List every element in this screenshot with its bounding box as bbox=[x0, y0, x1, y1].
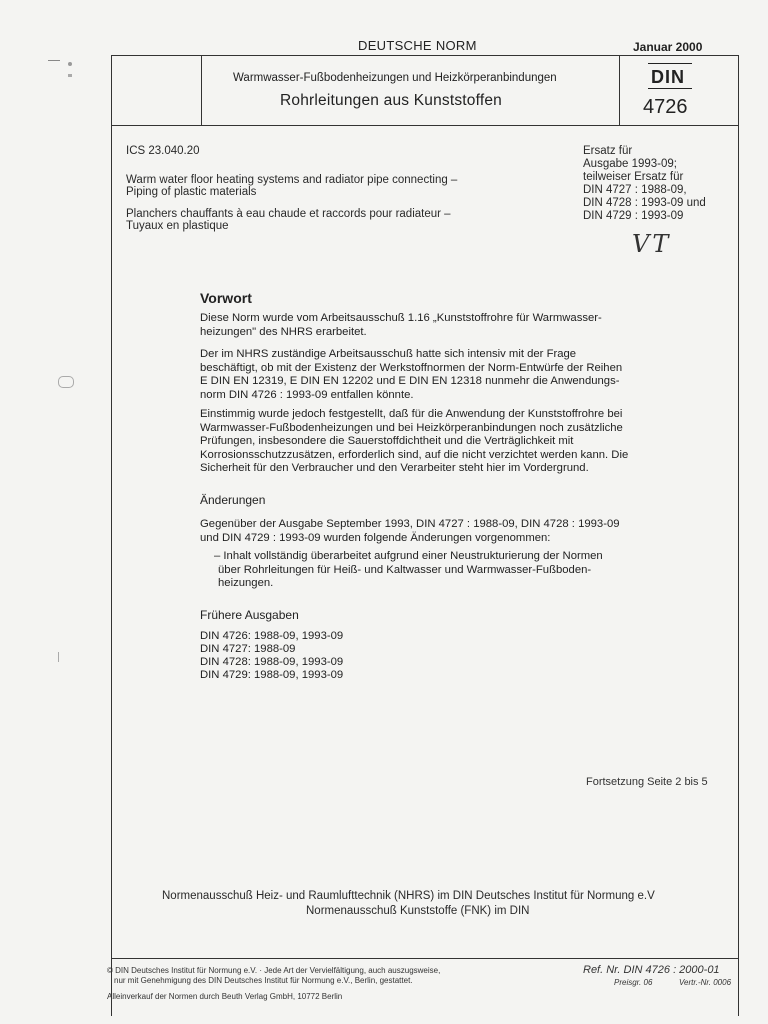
reference-number: Ref. Nr. DIN 4726 : 2000-01 bbox=[583, 964, 720, 976]
text-line: und DIN 4729 : 1993-09 wurden folgende Änderungen vorgenommen: bbox=[200, 531, 551, 544]
fruehere-ausgaben-list bbox=[200, 630, 648, 682]
vertrieb-number: Vertr.-Nr. 0006 bbox=[679, 978, 732, 987]
replacement-line: DIN 4729 : 1993-09 bbox=[583, 210, 684, 222]
text-line: über Rohrleitungen für Heiß- und Kaltwasser und Warmwasser-Fußboden- bbox=[218, 563, 592, 576]
header-left-divider bbox=[201, 55, 202, 125]
footer-rule bbox=[111, 958, 738, 959]
replacement-line: DIN 4728 : 1993-09 und bbox=[583, 197, 706, 209]
title-en-line2: Piping of plastic materials bbox=[126, 186, 257, 198]
text-line: heizungen. bbox=[218, 577, 274, 590]
scan-mark bbox=[58, 652, 59, 662]
text-line: E DIN EN 12319, E DIN EN 12202 und E DIN EN 12318 nunmehr die Anwendungs- bbox=[200, 375, 620, 388]
list-item: DIN 4729: 1988-09, 1993-09 bbox=[200, 669, 344, 681]
scan-mark bbox=[68, 62, 72, 66]
text-line: Gegenüber der Ausgabe September 1993, DIN 4727 : 1988-09, DIN 4728 : 1993-09 bbox=[200, 518, 620, 530]
vorwort-paragraph-2 bbox=[200, 348, 648, 402]
text-line: heizungen" des NHRS erarbeitet. bbox=[200, 325, 367, 338]
text-line: Einstimmig wurde jedoch festgestellt, daß für die Anwendung der Kunststoffrohre bei bbox=[200, 408, 623, 420]
din-logo bbox=[648, 63, 692, 89]
text-line: Prüfungen, insbesondere die Sauerstoffdichtheit und die Verträglichkeit mit bbox=[200, 435, 574, 448]
copyright-line-2: nur mit Genehmigung des DIN Deutsches Institut für Normung e.V., Berlin, gestattet. bbox=[114, 976, 413, 985]
replacement-line: teilweiser Ersatz für bbox=[583, 171, 684, 183]
header-bottom-rule bbox=[111, 125, 738, 126]
text-line: Sicherheit für den Verbraucher und den Verarbeiter steht hier im Vordergrund. bbox=[200, 462, 589, 475]
copyright-line-1: © DIN Deutsches Institut für Normung e.V. · Jede Art der Vervielfältigung, auch auszugsweise, bbox=[107, 966, 441, 975]
scan-mark bbox=[48, 60, 60, 61]
list-item: DIN 4728: 1988-09, 1993-09 bbox=[200, 656, 344, 668]
aenderungen-list-item bbox=[214, 550, 648, 591]
price-group: Preisgr. 06 bbox=[614, 978, 653, 987]
list-item: DIN 4727: 1988-09 bbox=[200, 643, 296, 655]
continuation-note: Fortsetzung Seite 2 bis 5 bbox=[586, 776, 708, 788]
vorwort-heading: Vorwort bbox=[200, 290, 252, 306]
text-line: norm DIN 4726 : 1993-09 entfallen könnte. bbox=[200, 388, 414, 401]
text-line: – Inhalt vollständig überarbeitet aufgrund einer Neustrukturierung der Normen bbox=[214, 550, 603, 562]
text-line: Korrosionsschutzzusätzen, erforderlich sind, auf die nicht verzichtet werden kann. Die bbox=[200, 448, 629, 461]
text-line: Warmwasser-Fußbodenheizungen und bei Heizkörperanbindungen noch zusätzliche bbox=[200, 421, 623, 434]
aenderungen-heading: Änderungen bbox=[200, 493, 266, 507]
scan-mark bbox=[58, 376, 74, 388]
title-en-line1: Warm water floor heating systems and radiator pipe connecting – bbox=[126, 174, 458, 186]
header-right-divider bbox=[619, 55, 620, 125]
scan-mark bbox=[68, 74, 72, 77]
din-logo-text: DIN bbox=[651, 67, 685, 87]
committee-line-2: Normenausschuß Kunststoffe (FNK) im DIN bbox=[306, 905, 530, 917]
fruehere-ausgaben-heading: Frühere Ausgaben bbox=[200, 608, 299, 622]
vorwort-paragraph-1 bbox=[200, 312, 648, 339]
deutsche-norm-label: DEUTSCHE NORM bbox=[358, 38, 477, 53]
text-line: Diese Norm wurde vom Arbeitsausschuß 1.16 „Kunststoffrohre für Warmwasser- bbox=[200, 312, 602, 324]
replacement-block bbox=[583, 145, 706, 223]
replacement-line: Ersatz für bbox=[583, 145, 633, 157]
document-title-de: Warmwasser-Fußbodenheizungen und Heizkörperanbindungen bbox=[233, 72, 557, 84]
header-top-rule bbox=[111, 55, 738, 56]
text-line: beschäftigt, ob mit der Existenz der Werkstoffnormen der Norm-Entwürfe der Reihen bbox=[200, 361, 623, 374]
title-fr-line1: Planchers chauffants à eau chaude et raccords pour radiateur – bbox=[126, 208, 451, 220]
replacement-line: Ausgabe 1993-09; bbox=[583, 158, 677, 170]
ics-code: ICS 23.040.20 bbox=[126, 145, 200, 157]
aenderungen-paragraph bbox=[200, 518, 648, 545]
handwritten-initials: VT bbox=[632, 230, 672, 258]
din-number: 4726 bbox=[643, 96, 688, 118]
list-item: DIN 4726: 1988-09, 1993-09 bbox=[200, 630, 344, 642]
vorwort-paragraph-3 bbox=[200, 408, 648, 476]
title-fr-line2: Tuyaux en plastique bbox=[126, 220, 229, 232]
issue-date: Januar 2000 bbox=[633, 40, 703, 54]
document-subtitle-de: Rohrleitungen aus Kunststoffen bbox=[280, 92, 503, 109]
replacement-line: DIN 4727 : 1988-09, bbox=[583, 184, 687, 196]
text-line: Der im NHRS zuständige Arbeitsausschuß hatte sich intensiv mit der Frage bbox=[200, 348, 577, 360]
committee-line-1: Normenausschuß Heiz- und Raumlufttechnik (NHRS) im DIN Deutsches Institut für Normung e.V bbox=[162, 890, 655, 902]
sales-note: Alleinverkauf der Normen durch Beuth Verlag GmbH, 10772 Berlin bbox=[107, 992, 343, 1001]
